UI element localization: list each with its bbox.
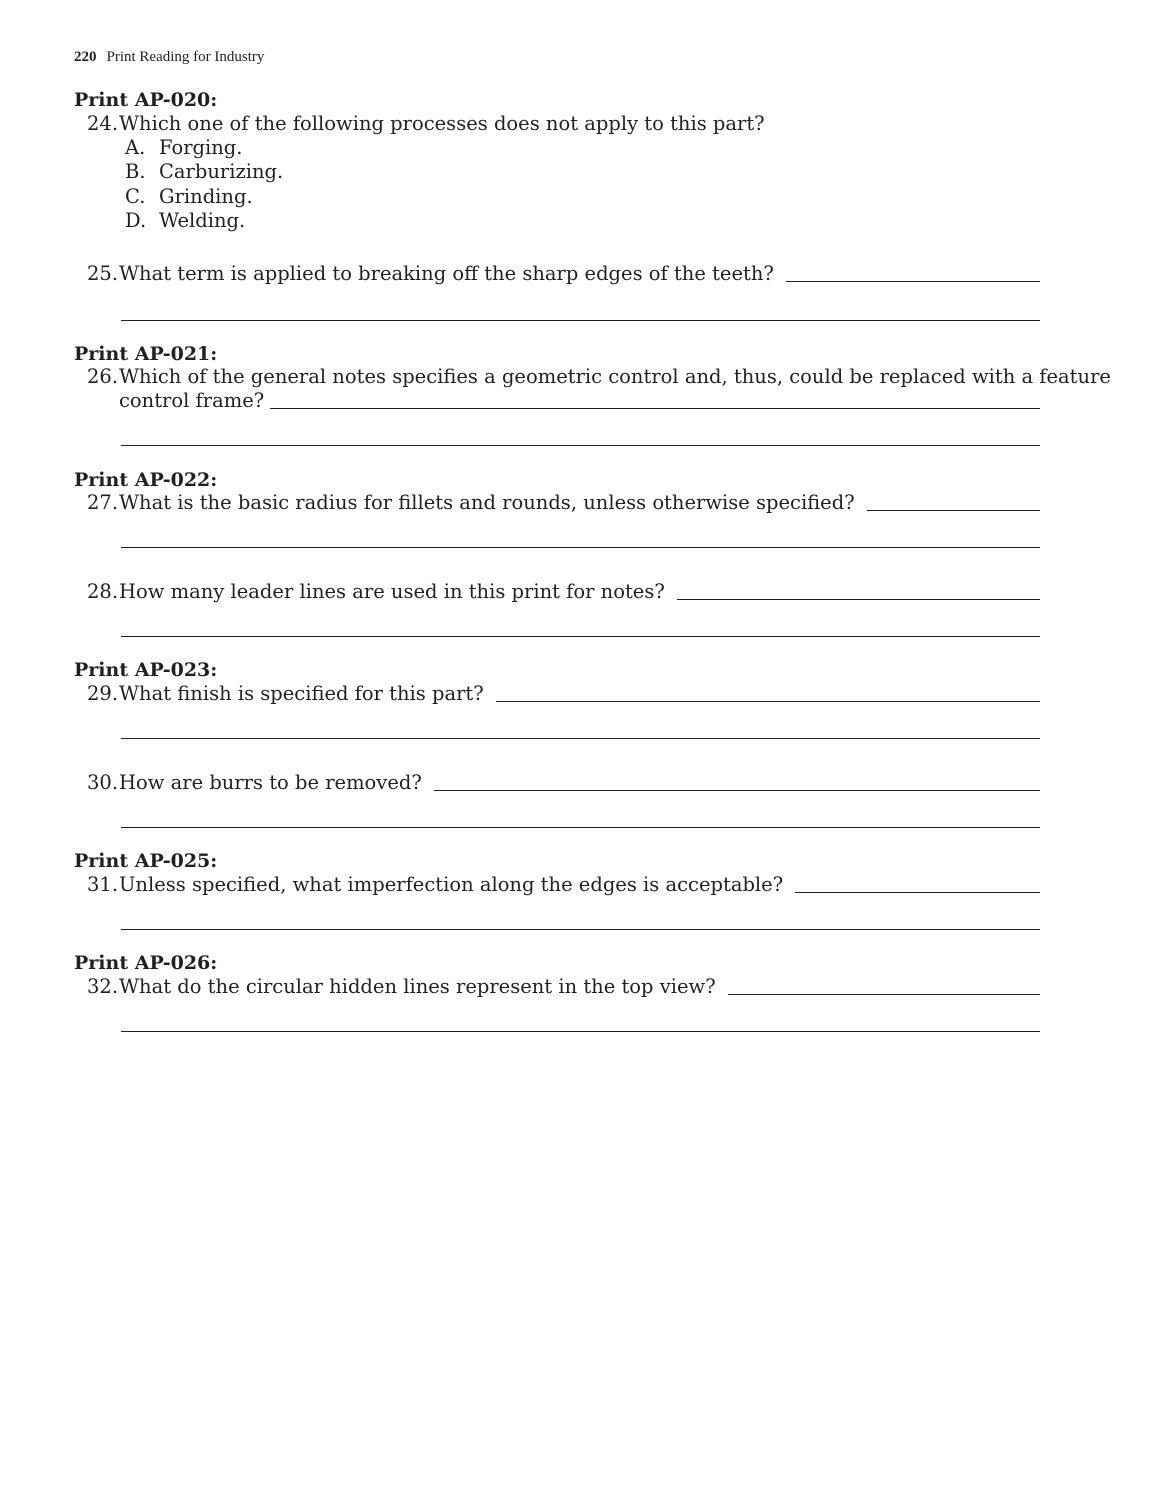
answer-line[interactable] [121,1031,1040,1032]
option-letter: A. [125,136,146,159]
question-text: Which one of the following processes does not apply to this part? [119,112,765,135]
section-heading-ap-023: Print AP-023: [74,659,218,681]
option-text: Grinding. [159,185,253,208]
option-text: Welding. [159,209,246,232]
option-b [125,160,283,184]
question-32 [87,975,1040,999]
question-number: 29. [87,682,119,705]
question-number: 26. [87,365,119,388]
question-text: Unless specified, what imperfection along the edges is acceptable? [119,873,784,896]
section-heading-ap-022: Print AP-022: [74,469,218,491]
option-text: Carburizing. [159,160,284,183]
question-number: 31. [87,873,119,896]
question-number: 27. [87,491,119,514]
question-number: 28. [87,580,119,603]
answer-blank[interactable] [728,993,1040,995]
question-text: What term is applied to breaking off the sharp edges of the teeth? [119,262,774,285]
answer-blank[interactable] [677,598,1040,600]
answer-line[interactable] [121,320,1040,321]
answer-blank[interactable] [867,509,1040,511]
option-letter: C. [125,185,146,208]
question-number: 24. [87,112,119,135]
question-text: What finish is specified for this part? [119,682,484,705]
running-head [74,48,264,66]
section-heading-ap-021: Print AP-021: [74,343,218,365]
answer-line[interactable] [121,547,1040,548]
option-d [125,209,245,233]
answer-blank[interactable] [795,891,1040,893]
question-number: 32. [87,975,119,998]
section-heading-ap-026: Print AP-026: [74,952,218,974]
answer-line[interactable] [121,636,1040,637]
answer-line[interactable] [121,445,1040,446]
question-28 [87,580,1040,604]
question-29 [87,682,1040,706]
answer-blank[interactable] [786,280,1040,282]
question-text-continuation: control frame? [119,389,265,412]
question-27 [87,491,1040,515]
option-letter: D. [125,209,147,232]
question-text: Which of the general notes specifies a geometric control and, thus, could be replaced with a feature [119,365,1111,388]
option-a [125,136,242,160]
question-26 [87,365,1111,389]
question-number: 30. [87,771,119,794]
section-heading-ap-020: Print AP-020: [74,89,218,111]
answer-blank[interactable] [496,700,1040,702]
answer-blank[interactable] [270,407,1040,409]
question-text: How are burrs to be removed? [119,771,422,794]
answer-blank[interactable] [434,789,1040,791]
section-heading-ap-025: Print AP-025: [74,850,218,872]
option-letter: B. [125,160,146,183]
question-24 [87,112,1040,136]
answer-line[interactable] [121,827,1040,828]
question-30 [87,771,1040,795]
question-25 [87,262,1040,286]
question-text: What is the basic radius for fillets and rounds, unless otherwise specified? [119,491,855,514]
page-number: 220 [74,49,97,65]
question-26-continuation [119,389,1040,413]
answer-line[interactable] [121,738,1040,739]
option-c [125,185,253,209]
book-title: Print Reading for Industry [106,49,265,65]
question-text: What do the circular hidden lines represent in the top view? [119,975,716,998]
question-text: How many leader lines are used in this print for notes? [119,580,665,603]
option-text: Forging. [159,136,243,159]
question-31 [87,873,1040,897]
answer-line[interactable] [121,929,1040,930]
question-number: 25. [87,262,119,285]
